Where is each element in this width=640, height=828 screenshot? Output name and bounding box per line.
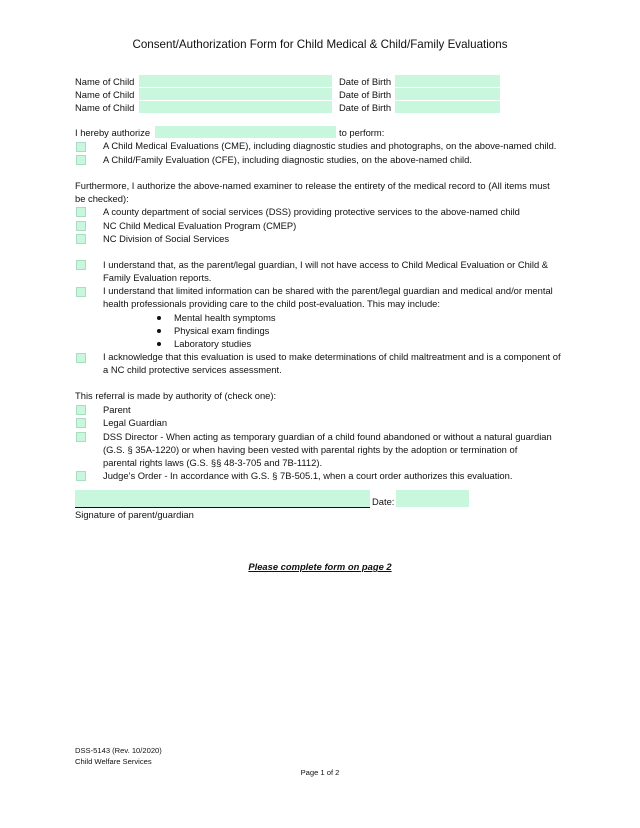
referral-intro: This referral is made by authority of (check one):	[75, 390, 277, 401]
bullet-dot	[157, 342, 161, 346]
child-name-input-2[interactable]	[139, 88, 332, 100]
bullet-dot	[157, 329, 161, 333]
authorize-suffix: to perform:	[339, 127, 385, 138]
ack-maltreatment-checkbox[interactable]	[76, 353, 86, 363]
dss-director-line2: (G.S. § 35A-1220) or when having been vested with parental rights by the adoption or termination of	[103, 444, 518, 455]
date-label: Date:	[372, 496, 395, 507]
dob-label-3: Date of Birth	[339, 102, 392, 113]
child-name-label-2: Name of Child	[75, 89, 135, 100]
dss-director-line1: DSS Director - When acting as temporary guardian of a child found abandoned or without a natural guardian	[103, 431, 552, 442]
ack-limited-info-checkbox[interactable]	[76, 287, 86, 297]
bullet-mental-health: Mental health symptoms	[174, 312, 276, 323]
dob-label-1: Date of Birth	[339, 76, 392, 87]
authorize-label: I hereby authorize	[75, 127, 151, 138]
page-number: Page 1 of 2	[300, 768, 340, 777]
dss-release-label: A county department of social services (DSS) providing protective services to the above-named child	[103, 206, 520, 217]
division-name: Child Welfare Services	[75, 757, 152, 766]
judges-order-checkbox[interactable]	[76, 471, 86, 481]
cmep-release-label: NC Child Medical Evaluation Program (CMEP)	[103, 220, 297, 231]
ack-limited-info-line1: I understand that limited information can be shared with the parent/legal guardian and medical and/or mental	[103, 285, 553, 296]
child-name-input-1[interactable]	[139, 75, 332, 87]
form-id: DSS-5143 (Rev. 10/2020)	[75, 746, 162, 755]
cme-option-label: A Child Medical Evaluations (CME), including diagnostic studies and photographs, on the above-named child.	[103, 140, 557, 151]
child-name-label-1: Name of Child	[75, 76, 135, 87]
dss-director-checkbox[interactable]	[76, 432, 86, 442]
signature-caption: Signature of parent/guardian	[75, 509, 194, 520]
ack-no-access-line1: I understand that, as the parent/legal guardian, I will not have access to Child Medical Evaluation or Child &	[103, 259, 549, 270]
legal-guardian-label: Legal Guardian	[103, 417, 168, 428]
judges-order-label: Judge’s Order - In accordance with G.S. § 7B-505.1, when a court order authorizes this evaluation.	[103, 470, 513, 481]
child-name-input-3[interactable]	[139, 101, 332, 113]
ack-no-access-line2: Family Evaluation reports.	[103, 272, 212, 283]
bullet-dot	[157, 316, 161, 320]
ack-limited-info-line2: health professionals providing care to the child post-evaluation. This may include:	[103, 298, 440, 309]
examiner-name-input[interactable]	[155, 126, 336, 138]
ack-maltreatment-line2: a NC child protective services assessment.	[103, 364, 282, 375]
bullet-lab-studies: Laboratory studies	[174, 338, 252, 349]
ack-maltreatment-line1: I acknowledge that this evaluation is used to make determinations of child maltreatment and is a component of	[103, 351, 561, 362]
dob-input-3[interactable]	[395, 101, 500, 113]
continue-note: Please complete form on page 2	[248, 561, 392, 572]
cme-checkbox[interactable]	[76, 142, 86, 152]
dob-input-1[interactable]	[395, 75, 500, 87]
cmep-release-checkbox[interactable]	[76, 221, 86, 231]
dss-release-checkbox[interactable]	[76, 207, 86, 217]
dob-input-2[interactable]	[395, 88, 500, 100]
legal-guardian-checkbox[interactable]	[76, 418, 86, 428]
signature-line	[75, 507, 370, 508]
bullet-physical-exam: Physical exam findings	[174, 325, 270, 336]
signature-input[interactable]	[75, 490, 370, 507]
cfe-option-label: A Child/Family Evaluation (CFE), including diagnostic studies, on the above-named child.	[103, 154, 472, 165]
child-name-label-3: Name of Child	[75, 102, 135, 113]
ncdss-release-checkbox[interactable]	[76, 234, 86, 244]
ncdss-release-label: NC Division of Social Services	[103, 233, 230, 244]
form-title: Consent/Authorization Form for Child Medical & Child/Family Evaluations	[132, 38, 508, 51]
parent-checkbox[interactable]	[76, 405, 86, 415]
dss-director-line3: parental rights laws (G.S. §§ 48-3-705 and 7B-1112).	[103, 457, 323, 468]
release-text-line2: be checked):	[75, 193, 129, 204]
release-text-line1: Furthermore, I authorize the above-named examiner to release the entirety of the medical record to (All items must	[75, 180, 550, 191]
ack-no-access-checkbox[interactable]	[76, 260, 86, 270]
parent-label: Parent	[103, 404, 131, 415]
signature-date-input[interactable]	[396, 490, 469, 507]
cfe-checkbox[interactable]	[76, 155, 86, 165]
dob-label-2: Date of Birth	[339, 89, 392, 100]
